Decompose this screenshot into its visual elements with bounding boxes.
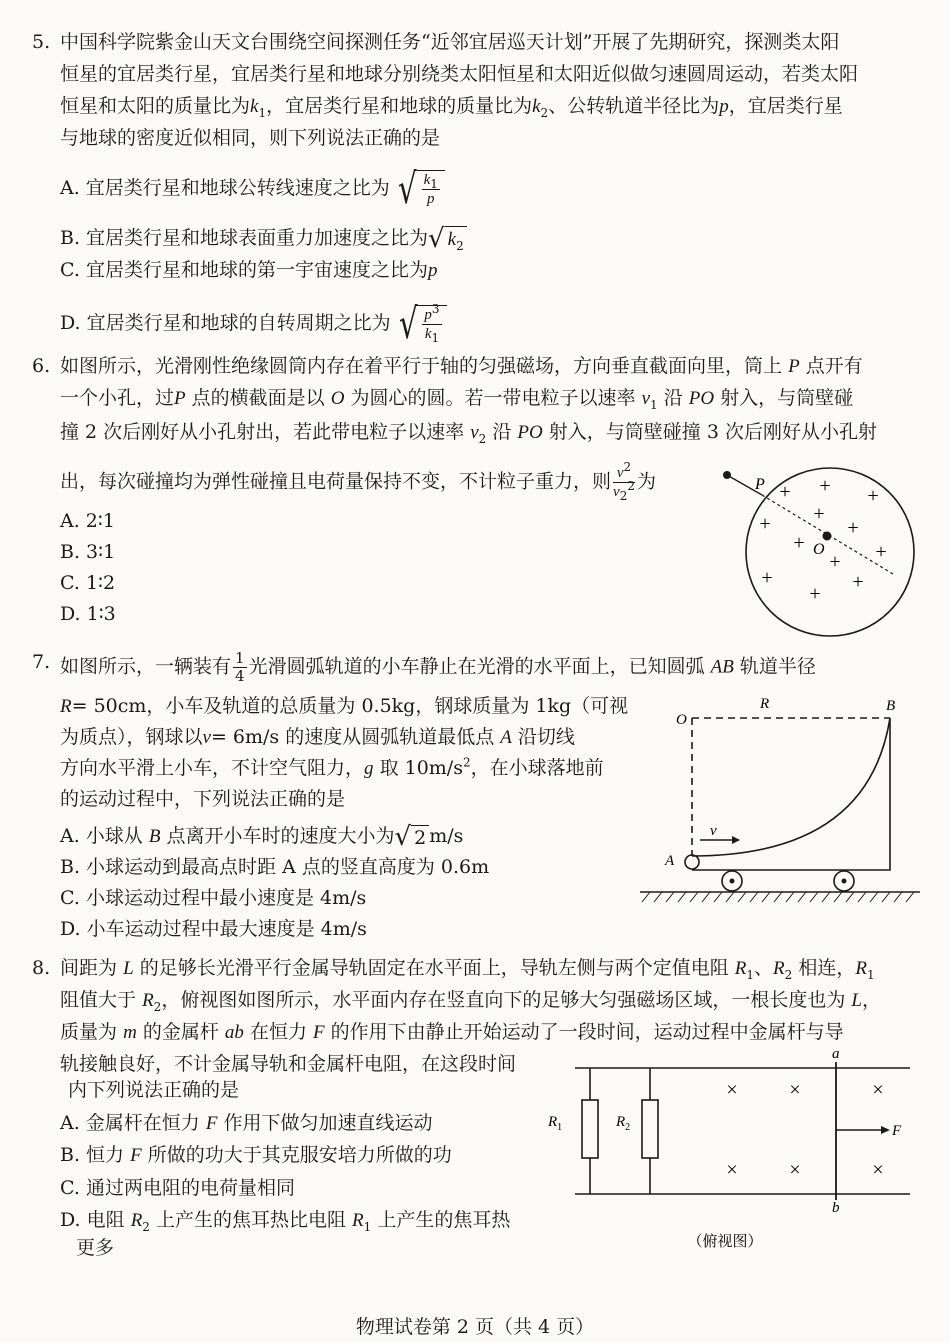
a-label: A xyxy=(665,853,675,869)
option-c: C. 通过两电阻的电荷量相同 xyxy=(60,1177,295,1199)
r1-label: $R_1$ xyxy=(548,1114,563,1133)
option-a: A. 2∶1 xyxy=(60,510,115,532)
v-label: v xyxy=(710,823,717,839)
question-stem-line: 为质点），钢球以v= 6m/s 的速度从圆弧轨道最低点 A 沿切线 xyxy=(60,726,575,748)
field-cross: + xyxy=(779,481,791,503)
r2-label: $R_2$ xyxy=(616,1114,631,1133)
r-label: R xyxy=(760,696,770,712)
question-number: 5. xyxy=(32,31,51,53)
field-cross: + xyxy=(793,532,805,554)
b-label: B xyxy=(886,698,896,714)
field-cross: × xyxy=(872,1159,884,1181)
option-c: C. 小球运动过程中最小速度是 4m/s xyxy=(60,887,367,909)
field-cross: × xyxy=(789,1159,801,1181)
field-cross: × xyxy=(726,1079,738,1101)
p-label: P xyxy=(755,476,765,493)
field-cross: + xyxy=(875,541,887,563)
f-label: F xyxy=(892,1123,902,1139)
field-cross: + xyxy=(829,551,841,573)
option-a: A. 金属杆在恒力 F 作用下做匀加速直线运动 xyxy=(60,1112,433,1134)
cart-arc-track-figure xyxy=(640,690,920,915)
question-stem-line: 撞 2 次后刚好从小孔射出，若此带电粒子以速率 $v_2$ 沿 PO 射入，与筒壁碰撞 3 次后刚好从小孔射 xyxy=(60,421,877,446)
question-stem-line: R= 50cm，小车及轨道的总质量为 0.5kg，钢球质量为 1kg（可视 xyxy=(60,695,629,717)
resistor-r1 xyxy=(582,1100,598,1158)
question-stem-line: 出，每次碰撞均为弹性碰撞且电荷量保持不变，不计粒子重力，则 $\frac{v^2}{v_2^2}$ 为 xyxy=(60,460,656,503)
question-stem-line: 如图所示，光滑刚性绝缘圆筒内存在着平行于轴的匀强磁场，方向垂直截面向里，筒上 P 点开有 xyxy=(60,355,863,377)
question-stem-line: 与地球的密度近似相同，则下列说法正确的是 xyxy=(60,127,441,149)
o-label: O xyxy=(676,712,687,728)
field-cross: + xyxy=(819,475,831,497)
center-o-dot xyxy=(823,532,832,541)
option-b: B. 小球运动到最高点时距 A 点的竖直高度为 0.6m xyxy=(60,856,490,878)
wheel-hub xyxy=(842,879,847,884)
option-d: D. 电阻 $R_2$ 上产生的焦耳热比电阻 $R_1$ 上产生的焦耳热 xyxy=(60,1209,511,1234)
question-number: 6. xyxy=(32,355,51,377)
field-cross: + xyxy=(809,583,821,605)
cart-body-arc xyxy=(692,718,890,870)
figure-caption: （俯视图） xyxy=(687,1234,763,1250)
o-label: O xyxy=(813,541,825,558)
velocity-arrowhead xyxy=(732,836,740,844)
field-cross: + xyxy=(813,503,825,525)
steel-ball xyxy=(685,855,699,869)
question-stem-line: 阻值大于 $R_2$，俯视图如图所示，水平面内存在竖直向下的足够大匀强磁场区域，一根长度也为 L， xyxy=(60,989,881,1014)
question-stem-line: 如图所示，一辆装有 $\frac{1}{4}$ 光滑圆弧轨道的小车静止在光滑的水平面上，已知圆弧 AB 轨道半径 xyxy=(60,649,816,685)
question-stem-line: 中国科学院紫金山天文台围绕空间探测任务“近邻宜居巡天计划”开展了先期研究，探测类太阳 xyxy=(60,31,840,53)
question-number: 8. xyxy=(32,957,51,979)
wheel-hub xyxy=(730,879,735,884)
option-c: C. 宜居类行星和地球的第一宇宙速度之比为p xyxy=(60,259,438,281)
question-stem-line: 的运动过程中，下列说法正确的是 xyxy=(60,788,346,810)
question-stem-line: 方向水平滑上小车，不计空气阻力，g 取 $10m/s^2$，在小球落地前 xyxy=(60,755,604,779)
cylinder-cross-section-figure xyxy=(715,460,920,645)
field-cross: × xyxy=(726,1159,738,1181)
option-b: B. 3∶1 xyxy=(60,541,116,563)
option-b: B. 恒力 F 所做的功大于其克服安培力所做的功 xyxy=(60,1144,452,1166)
option-a: A. 宜居类行星和地球公转线速度之比为 √ $\frac{k_1}{p}$ xyxy=(60,168,445,210)
field-cross: × xyxy=(789,1079,801,1101)
field-cross: + xyxy=(761,567,773,589)
question-number: 7. xyxy=(32,651,51,673)
option-d: D. 宜居类行星和地球的自转周期之比为 √ $\frac{p^3}{k_1}$ xyxy=(60,303,447,345)
resistor-r2 xyxy=(642,1100,658,1158)
field-cross: + xyxy=(847,517,859,539)
option-a: A. 小球从 B 点离开小车时的速度大小为 √ 2 m/s xyxy=(60,822,464,852)
page-footer: 物理试卷第 2 页（共 4 页） xyxy=(355,1316,595,1338)
option-c: C. 1∶2 xyxy=(60,572,116,594)
field-cross: × xyxy=(872,1079,884,1101)
option-d: D. 小车运动过程中最大速度是 4m/s xyxy=(60,918,367,940)
question-stem-line: 质量为 m 的金属杆 ab 在恒力 F 的作用下由静止开始运动了一段时间，运动过程中金属杆与导 xyxy=(60,1021,844,1043)
particle-dot xyxy=(723,471,731,479)
rail-circuit-figure xyxy=(540,1048,920,1258)
b-label: b xyxy=(832,1200,840,1216)
question-stem-line: 恒星和太阳的质量比为$k_1$，宜居类行星和地球的质量比为$k_2$、公转轨道半径比为p，宜居类行星 xyxy=(60,95,843,120)
question-stem-line: 一个小孔，过P 点的横截面是以 O 为圆心的圆。若一带电粒子以速率 $v_1$ 沿 PO 射入，与筒壁碰 xyxy=(60,387,854,412)
option-d: D. 1∶3 xyxy=(60,603,116,625)
ground-hatching xyxy=(642,892,914,902)
field-cross: + xyxy=(759,513,771,535)
question-stem-line: 轨接触良好，不计金属导轨和金属杆电阻，在这段时间 xyxy=(60,1053,517,1075)
magnetic-field-crosses xyxy=(759,475,886,605)
question-stem-line: 内下列说法正确的是 xyxy=(68,1079,240,1101)
force-arrowhead xyxy=(881,1126,890,1134)
question-stem-line: 间距为 L 的足够长光滑平行金属导轨固定在水平面上，导轨左侧与两个定值电阻 $R_1$、$R_2$ 相连，$R_1$ xyxy=(60,957,875,982)
a-label: a xyxy=(832,1048,840,1062)
option-b: B. 宜居类行星和地球表面重力加速度之比为 √ $k_2$ xyxy=(60,226,467,252)
field-cross: + xyxy=(867,485,879,507)
field-cross: + xyxy=(852,571,864,593)
question-stem-line: 恒星的宜居类行星，宜居类行星和地球分别绕类太阳恒星和太阳近似做匀速圆周运动，若类太阳 xyxy=(60,63,859,85)
option-d-continued: 更多 xyxy=(76,1237,115,1259)
